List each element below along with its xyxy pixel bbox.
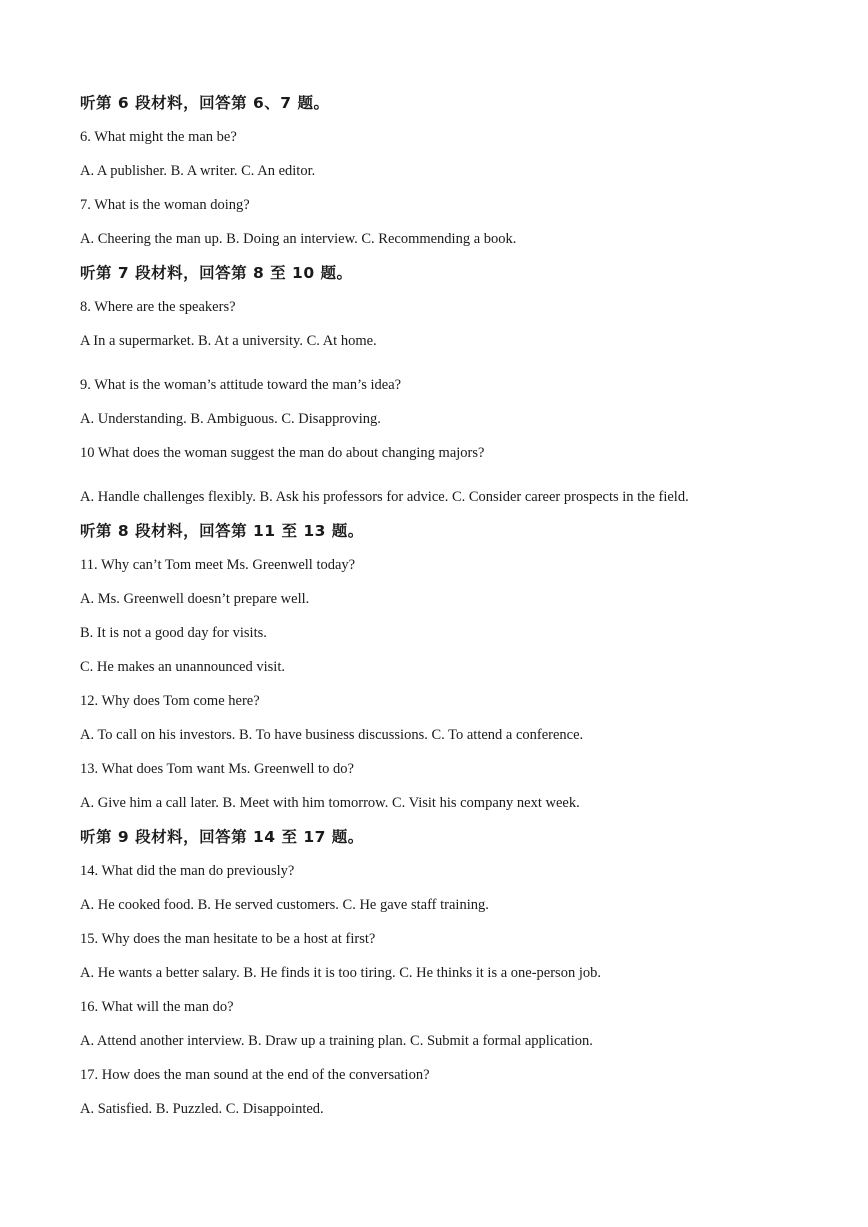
text-line: C. He makes an unannounced visit. bbox=[80, 659, 285, 675]
section-heading: 听第 9 段材料，回答第 14 至 17 题。 bbox=[80, 828, 364, 846]
text-line: 8. Where are the speakers? bbox=[80, 299, 236, 315]
text-line: A. Understanding. B. Ambiguous. C. Disapproving. bbox=[80, 411, 381, 427]
text-line: A. He cooked food. B. He served customers. C. He gave staff training. bbox=[80, 897, 489, 913]
text-line: A. To call on his investors. B. To have business discussions. C. To attend a conference. bbox=[80, 727, 584, 743]
text-line: A. Cheering the man up. B. Doing an interview. C. Recommending a book. bbox=[80, 231, 517, 247]
text-line: 9. What is the woman’s attitude toward the man’s idea? bbox=[80, 377, 402, 393]
text-line: 10 What does the woman suggest the man do about changing majors? bbox=[80, 445, 485, 461]
text-line: 11. Why can’t Tom meet Ms. Greenwell today? bbox=[80, 557, 356, 573]
text-line: A. Satisfied. B. Puzzled. C. Disappointed. bbox=[80, 1101, 324, 1117]
text-line: 7. What is the woman doing? bbox=[80, 197, 250, 213]
text-line: 15. Why does the man hesitate to be a host at first? bbox=[80, 931, 376, 947]
section-heading: 听第 7 段材料，回答第 8 至 10 题。 bbox=[80, 264, 353, 282]
text-line: A. Handle challenges flexibly. B. Ask his professors for advice. C. Consider career prospects in the field. bbox=[80, 489, 689, 505]
text-line: A. Attend another interview. B. Draw up a training plan. C. Submit a formal application. bbox=[80, 1033, 593, 1049]
text-line: 16. What will the man do? bbox=[80, 999, 234, 1015]
text-line: 12. Why does Tom come here? bbox=[80, 693, 260, 709]
text-line: 17. How does the man sound at the end of the conversation? bbox=[80, 1067, 430, 1083]
text-line: 6. What might the man be? bbox=[80, 129, 237, 145]
document-page bbox=[80, 86, 840, 1126]
section-heading: 听第 6 段材料，回答第 6、7 题。 bbox=[80, 94, 330, 112]
section-heading: 听第 8 段材料，回答第 11 至 13 题。 bbox=[80, 522, 364, 540]
text-line: A. A publisher. B. A writer. C. An editor. bbox=[80, 163, 316, 179]
text-line: A. Ms. Greenwell doesn’t prepare well. bbox=[80, 591, 310, 607]
text-line: A. He wants a better salary. B. He finds it is too tiring. C. He thinks it is a one-person job. bbox=[80, 965, 601, 981]
text-line: 13. What does Tom want Ms. Greenwell to do? bbox=[80, 761, 354, 777]
text-line: B. It is not a good day for visits. bbox=[80, 625, 267, 641]
text-line: 14. What did the man do previously? bbox=[80, 863, 295, 879]
text-line: A In a supermarket. B. At a university. C. At home. bbox=[80, 333, 377, 349]
text-line: A. Give him a call later. B. Meet with him tomorrow. C. Visit his company next week. bbox=[80, 795, 580, 811]
